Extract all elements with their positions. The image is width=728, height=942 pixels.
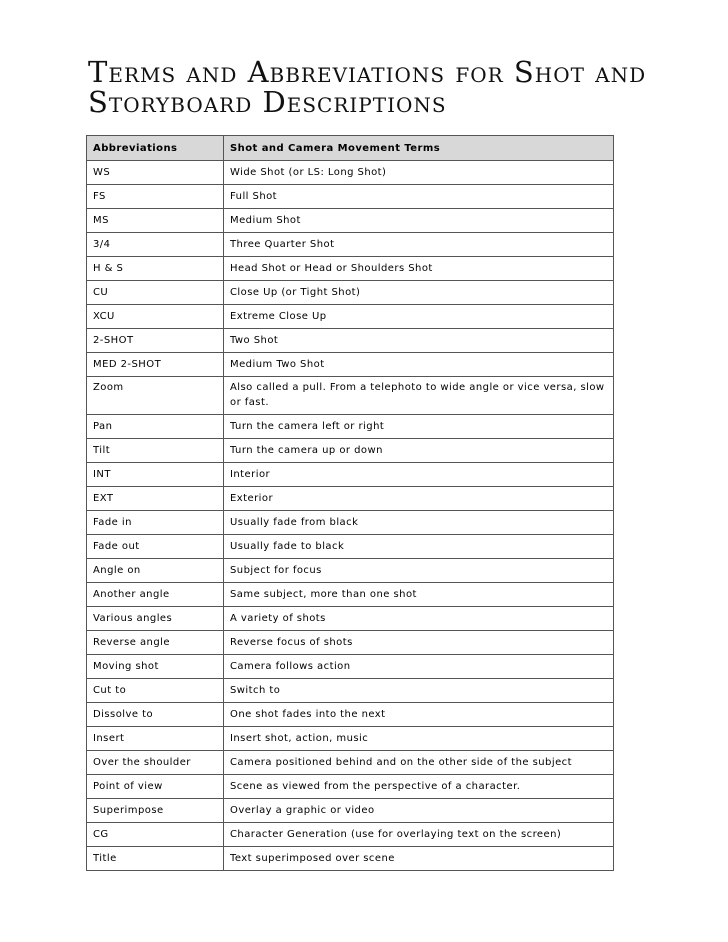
terms-table bbox=[86, 135, 614, 871]
abbreviation-cell: Superimpose bbox=[87, 799, 224, 823]
abbreviation-cell: CU bbox=[87, 281, 224, 305]
abbreviation-cell: 2-SHOT bbox=[87, 329, 224, 353]
abbreviation-cell: Fade out bbox=[87, 535, 224, 559]
term-cell: Camera follows action bbox=[224, 655, 614, 679]
table-row bbox=[87, 377, 614, 415]
term-cell: Three Quarter Shot bbox=[224, 233, 614, 257]
abbreviation-cell: 3/4 bbox=[87, 233, 224, 257]
term-cell: Medium Two Shot bbox=[224, 353, 614, 377]
table-row bbox=[87, 511, 614, 535]
term-cell: Full Shot bbox=[224, 185, 614, 209]
term-cell: Also called a pull. From a telephoto to wide angle or vice versa, slow or fast. bbox=[224, 377, 614, 415]
table-row bbox=[87, 679, 614, 703]
abbreviation-cell: Reverse angle bbox=[87, 631, 224, 655]
column-header-terms: Shot and Camera Movement Terms bbox=[224, 136, 614, 161]
abbreviation-cell: WS bbox=[87, 161, 224, 185]
abbreviation-cell: Fade in bbox=[87, 511, 224, 535]
table-row bbox=[87, 329, 614, 353]
term-cell: Close Up (or Tight Shot) bbox=[224, 281, 614, 305]
term-cell: Scene as viewed from the perspective of a character. bbox=[224, 775, 614, 799]
abbreviation-cell: Dissolve to bbox=[87, 703, 224, 727]
abbreviation-cell: Insert bbox=[87, 727, 224, 751]
abbreviation-cell: MED 2-SHOT bbox=[87, 353, 224, 377]
table-row bbox=[87, 209, 614, 233]
term-cell: Wide Shot (or LS: Long Shot) bbox=[224, 161, 614, 185]
table-row bbox=[87, 559, 614, 583]
table-row bbox=[87, 463, 614, 487]
table-row bbox=[87, 439, 614, 463]
term-cell: Extreme Close Up bbox=[224, 305, 614, 329]
table-row bbox=[87, 161, 614, 185]
term-cell: Character Generation (use for overlaying text on the screen) bbox=[224, 823, 614, 847]
term-cell: Medium Shot bbox=[224, 209, 614, 233]
table-row bbox=[87, 823, 614, 847]
table-row bbox=[87, 655, 614, 679]
term-cell: Interior bbox=[224, 463, 614, 487]
term-cell: Usually fade from black bbox=[224, 511, 614, 535]
table-row bbox=[87, 607, 614, 631]
term-cell: Two Shot bbox=[224, 329, 614, 353]
abbreviation-cell: EXT bbox=[87, 487, 224, 511]
table-row bbox=[87, 583, 614, 607]
table-row bbox=[87, 415, 614, 439]
table-row bbox=[87, 847, 614, 871]
table-row bbox=[87, 799, 614, 823]
term-cell: Same subject, more than one shot bbox=[224, 583, 614, 607]
term-cell: Overlay a graphic or video bbox=[224, 799, 614, 823]
table-row bbox=[87, 281, 614, 305]
table-row bbox=[87, 353, 614, 377]
abbreviation-cell: CG bbox=[87, 823, 224, 847]
table-row bbox=[87, 257, 614, 281]
abbreviation-cell: Tilt bbox=[87, 439, 224, 463]
table-row bbox=[87, 631, 614, 655]
abbreviation-cell: Pan bbox=[87, 415, 224, 439]
term-cell: A variety of shots bbox=[224, 607, 614, 631]
term-cell: Subject for focus bbox=[224, 559, 614, 583]
term-cell: Insert shot, action, music bbox=[224, 727, 614, 751]
abbreviation-cell: Title bbox=[87, 847, 224, 871]
table-row bbox=[87, 233, 614, 257]
term-cell: Exterior bbox=[224, 487, 614, 511]
abbreviation-cell: MS bbox=[87, 209, 224, 233]
page-title: Terms and Abbreviations for Shot and Storyboard Descriptions bbox=[88, 55, 647, 119]
abbreviation-cell: Angle on bbox=[87, 559, 224, 583]
abbreviation-cell: FS bbox=[87, 185, 224, 209]
term-cell: Switch to bbox=[224, 679, 614, 703]
term-cell: Reverse focus of shots bbox=[224, 631, 614, 655]
abbreviation-cell: Zoom bbox=[87, 377, 224, 415]
table-row bbox=[87, 487, 614, 511]
table-row bbox=[87, 751, 614, 775]
term-cell: Turn the camera up or down bbox=[224, 439, 614, 463]
term-cell: Text superimposed over scene bbox=[224, 847, 614, 871]
table-row bbox=[87, 305, 614, 329]
abbreviation-cell: H & S bbox=[87, 257, 224, 281]
table-row bbox=[87, 535, 614, 559]
table-row bbox=[87, 727, 614, 751]
column-header-abbreviations: Abbreviations bbox=[87, 136, 224, 161]
abbreviation-cell: XCU bbox=[87, 305, 224, 329]
table-header-row bbox=[87, 136, 614, 161]
abbreviation-cell: Various angles bbox=[87, 607, 224, 631]
table-row bbox=[87, 185, 614, 209]
abbreviation-cell: Over the shoulder bbox=[87, 751, 224, 775]
abbreviation-cell: Another angle bbox=[87, 583, 224, 607]
term-cell: One shot fades into the next bbox=[224, 703, 614, 727]
abbreviation-cell: Point of view bbox=[87, 775, 224, 799]
term-cell: Camera positioned behind and on the other side of the subject bbox=[224, 751, 614, 775]
abbreviation-cell: INT bbox=[87, 463, 224, 487]
abbreviation-cell: Moving shot bbox=[87, 655, 224, 679]
abbreviation-cell: Cut to bbox=[87, 679, 224, 703]
table-row bbox=[87, 775, 614, 799]
term-cell: Usually fade to black bbox=[224, 535, 614, 559]
term-cell: Turn the camera left or right bbox=[224, 415, 614, 439]
table-row bbox=[87, 703, 614, 727]
term-cell: Head Shot or Head or Shoulders Shot bbox=[224, 257, 614, 281]
